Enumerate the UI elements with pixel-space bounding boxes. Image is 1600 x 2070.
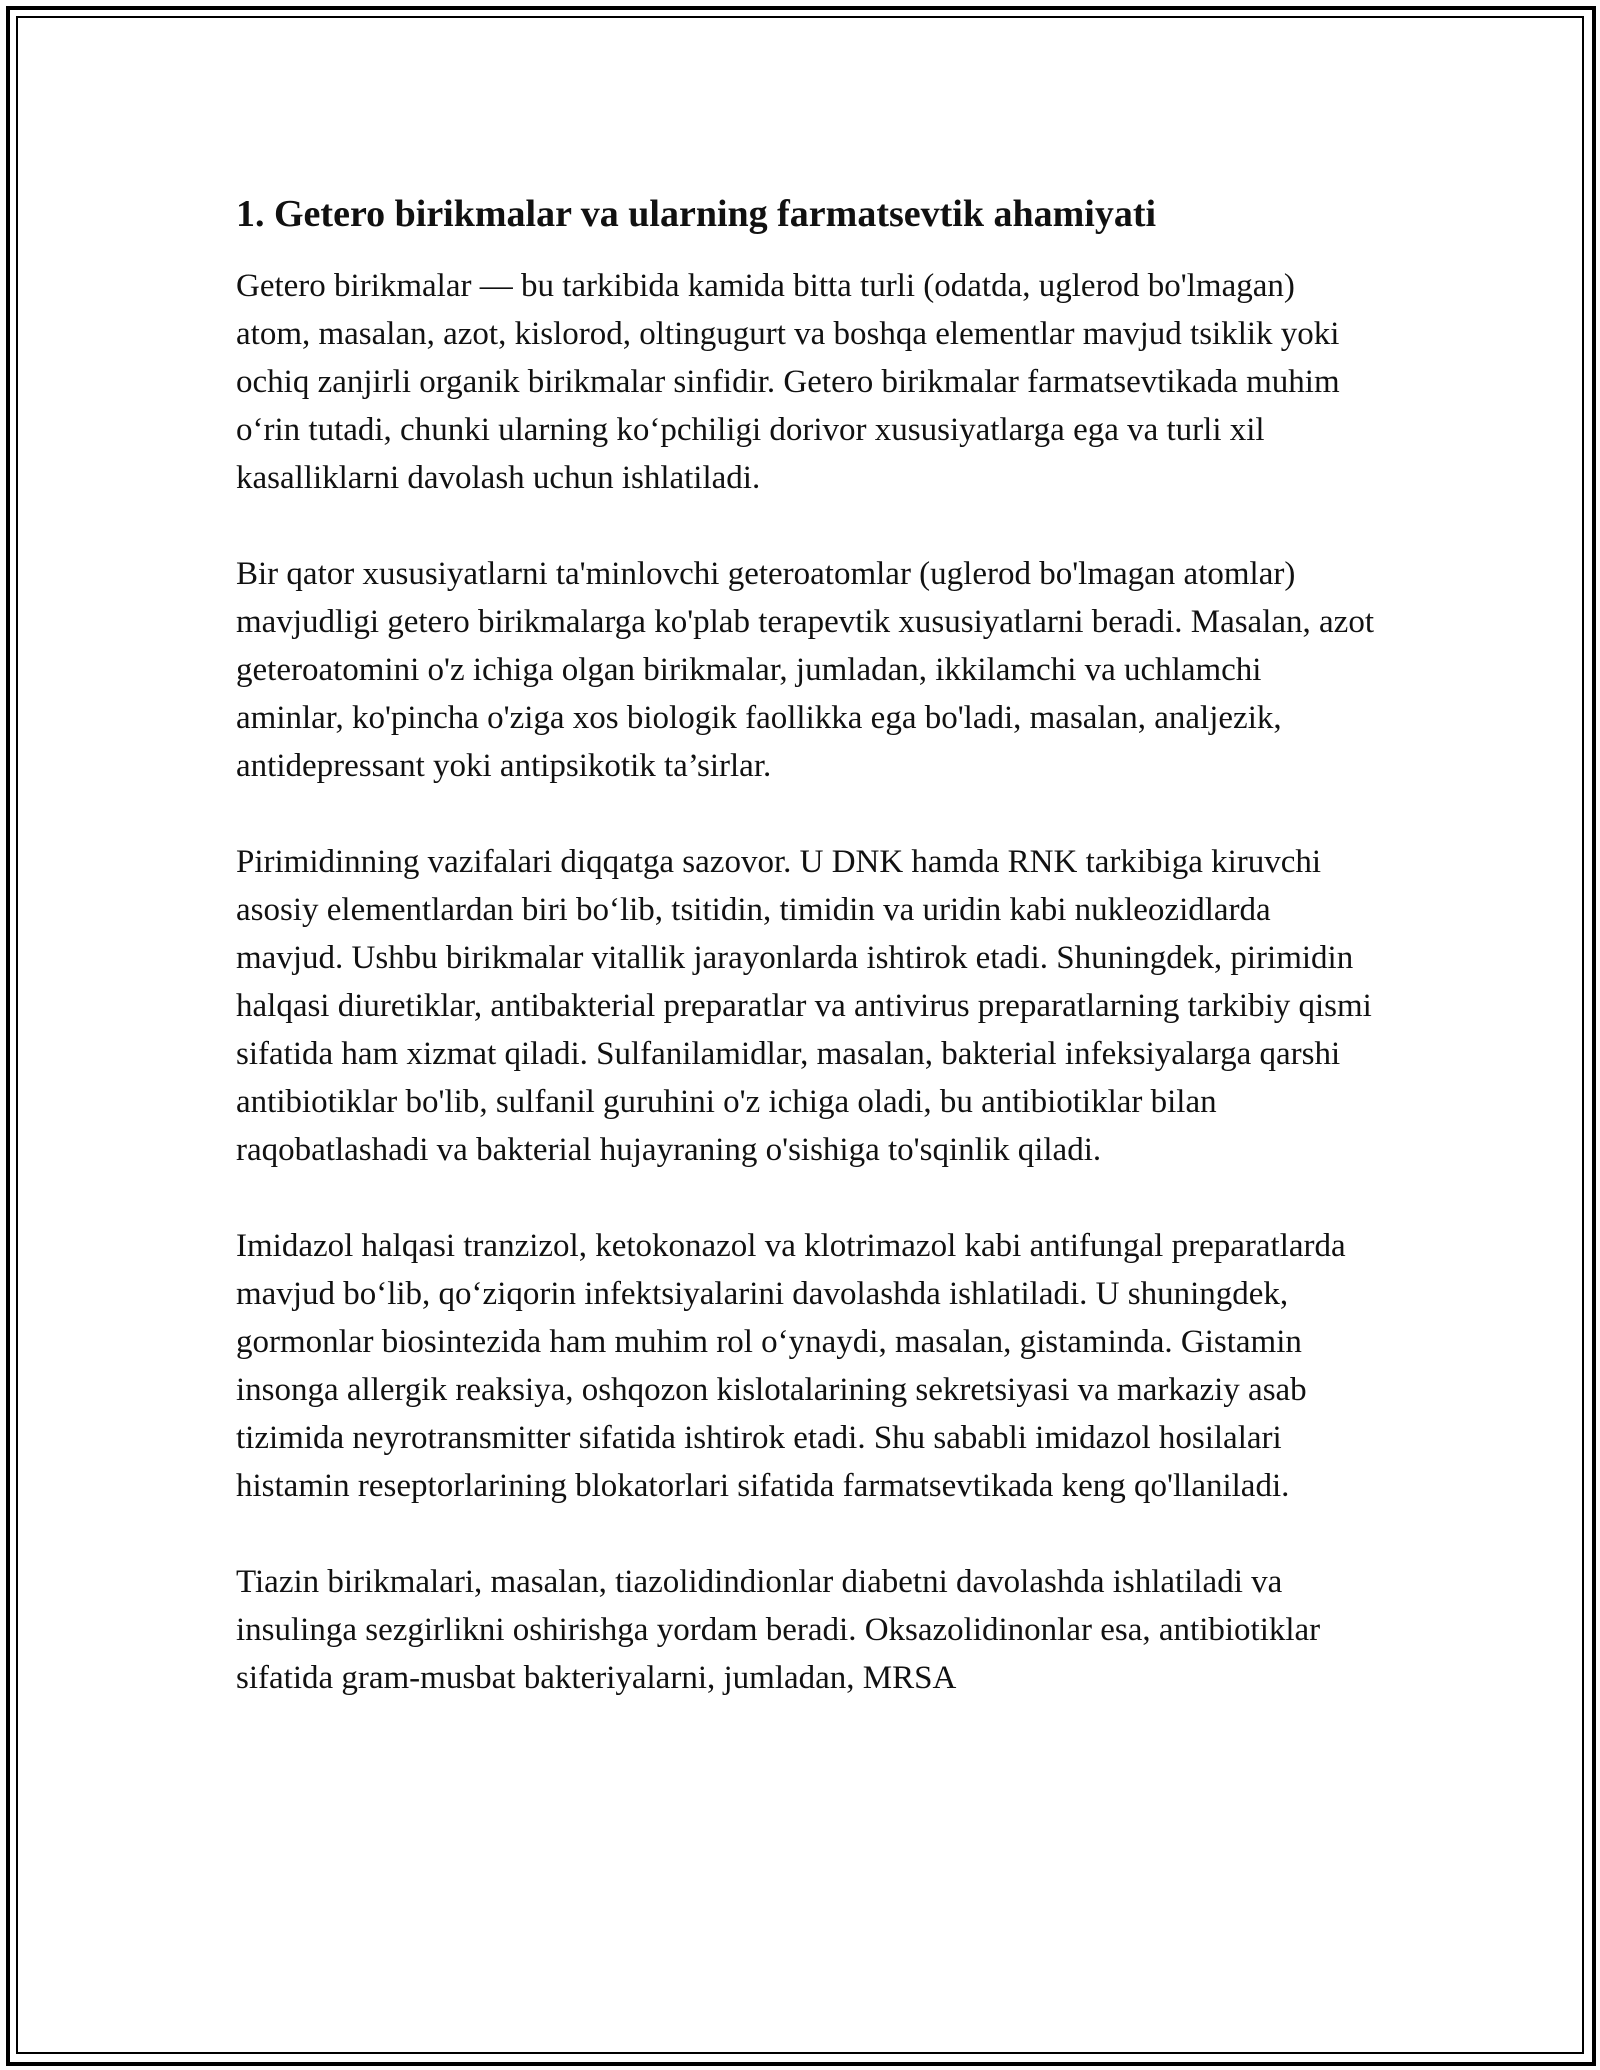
document-body bbox=[236, 188, 1376, 1750]
section-heading: 1. Getero birikmalar va ularning farmatsevtik ahamiyati bbox=[236, 193, 1157, 235]
paragraph-imidazole: Imidazol halqasi tranzizol, ketokonazol va klotrimazol kabi antifungal preparatlarda mavjud bo‘lib, qo‘ziqorin infektsiyalarini davolashda ishlatiladi. U shuningdek, gormonlar biosintezida ham muhim rol o‘ynaydi, masalan, gistaminda. Gistamin insonga allergik reaksiya, oshqozon kislotalarining sekretsiyasi va markaziy asab tizimida neyrotransmitter sifatida ishtirok etadi. Shu sababli imidazol hosilalari histamin reseptorlarining blokatorlari sifatida farmatsevtikada keng qo'llaniladi. bbox=[236, 1228, 1346, 1504]
paragraph-getero-definition: Getero birikmalar — bu tarkibida kamida bitta turli (odatda, uglerod bo'lmagan) atom, masalan, azot, kislorod, oltingugurt va boshqa elementlar mavjud tsiklik yoki ochiq zanjirli organik birikmalar sinfidir. Getero birikmalar farmatsevtikada muhim o‘rin tutadi, chunki ularning ko‘pchiligi dorivor xususiyatlarga ega va turli xil kasalliklarni davolash uchun ishlatiladi. bbox=[236, 268, 1340, 496]
paragraph-pyrimidine: Pirimidinning vazifalari diqqatga sazovor. U DNK hamda RNK tarkibiga kiruvchi asosiy elementlardan biri bo‘lib, tsitidin, timidin va uridin kabi nukleozidlarda mavjud. Ushbu birikmalar vitallik jarayonlarda ishtirok etadi. Shuningdek, pirimidin halqasi diuretiklar, antibakterial preparatlar va antivirus preparatlarning tarkibiy qismi sifatida ham xizmat qiladi. Sulfanilamidlar, masalan, bakterial infeksiyalarga qarshi antibiotiklar bo'lib, sulfanil guruhini o'z ichiga oladi, bu antibiotiklar bilan raqobatlashadi va bakterial hujayraning o'sishiga to'sqinlik qiladi. bbox=[236, 844, 1372, 1168]
paragraph-thiazine: Tiazin birikmalari, masalan, tiazolidindionlar diabetni davolashda ishlatiladi va insulinga sezgirlikni oshirishga yordam beradi. Oksazolidinonlar esa, antibiotiklar sifatida gram-musbat bakteriyalarni, jumladan, MRSA bbox=[236, 1564, 1321, 1696]
paragraph-heteroatoms: Bir qator xususiyatlarni ta'minlovchi geteroatomlar (uglerod bo'lmagan atomlar) mavjudligi getero birikmalarga ko'plab terapevtik xususiyatlarni beradi. Masalan, azot geteroatomini o'z ichiga olgan birikmalar, jumladan, ikkilamchi va uchlamchi aminlar, ko'pincha o'ziga xos biologik faollikka ega bo'ladi, masalan, analjezik, antidepressant yoki antipsikotik ta’sirlar. bbox=[236, 556, 1374, 784]
